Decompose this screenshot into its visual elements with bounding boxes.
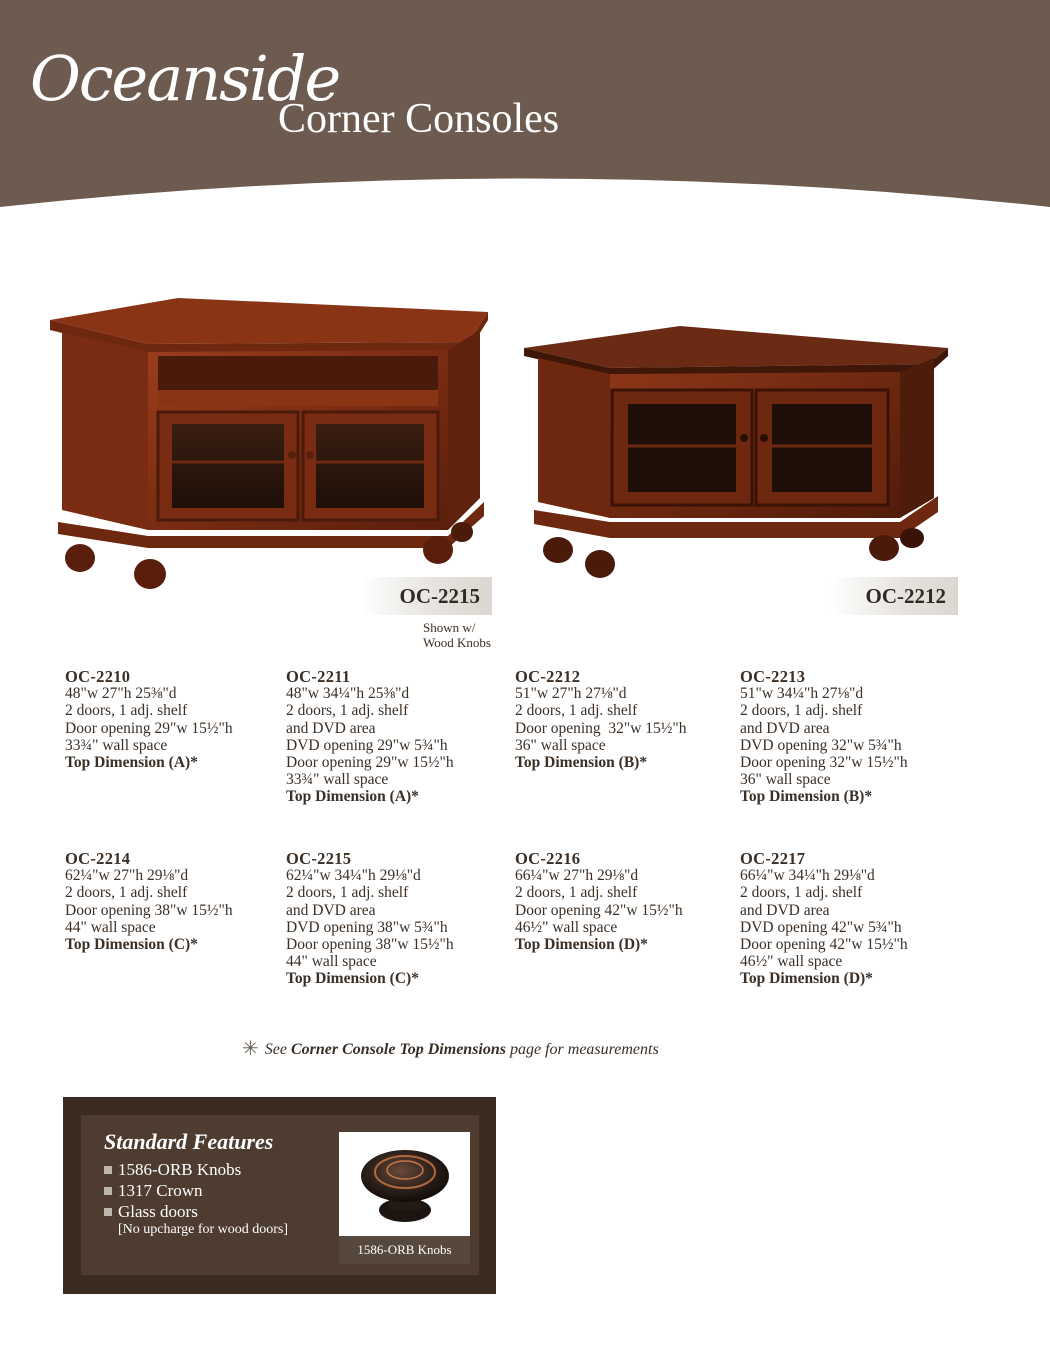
feature-item: 1586-ORB Knobs [104, 1159, 288, 1180]
spec-line: 36" wall space [515, 736, 606, 754]
spec-top-dimension: Top Dimension (B)* [740, 788, 873, 806]
spec-line: 2 doors, 1 adj. shelf [740, 702, 863, 720]
spec-code: OC-2212 [515, 667, 581, 686]
spec-code: OC-2215 [286, 849, 352, 868]
spec-line: Door opening 29"w 15½"h [286, 754, 454, 772]
spec-line: 33¾" wall space [65, 736, 168, 754]
spec-top-dimension: Top Dimension (B)* [515, 754, 648, 772]
spec-line: 2 doors, 1 adj. shelf [515, 884, 638, 902]
spec-line: 51"w 27"h 27⅛"d [515, 685, 627, 703]
page-title: Corner Consoles [278, 96, 560, 142]
header-band [0, 0, 1050, 215]
knob-photo [339, 1132, 470, 1264]
spec-code: OC-2213 [740, 667, 806, 686]
product-image-oc-2212 [520, 318, 952, 588]
spec-line: Door opening 29"w 15½"h [65, 719, 233, 737]
spec-code: OC-2211 [286, 667, 351, 686]
spec-line: DVD opening 38"w 5¾"h [286, 918, 448, 936]
knob-label: 1586-ORB Knobs [339, 1236, 470, 1264]
spec-line: DVD opening 32"w 5¾"h [740, 736, 902, 754]
spec-top-dimension: Top Dimension (A)* [286, 788, 419, 806]
spec-line: 46½" wall space [515, 918, 618, 936]
spec-line: Door opening 38"w 15½"h [286, 936, 454, 954]
spec-top-dimension: Top Dimension (A)* [65, 754, 198, 772]
spec-code: OC-2217 [740, 849, 806, 868]
footnote [242, 1036, 659, 1061]
spec-top-dimension: Top Dimension (D)* [740, 970, 873, 988]
feature-item: Glass doors [104, 1201, 288, 1222]
spec-line: 2 doors, 1 adj. shelf [286, 884, 409, 902]
spec-block-oc-2210 [65, 668, 285, 771]
features-title: Standard Features [104, 1129, 274, 1154]
brand-script-logo: Oceanside [30, 42, 340, 115]
spec-line: Door opening 42"w 15½"h [740, 936, 908, 954]
asterisk-icon: ✳ [242, 1038, 259, 1060]
spec-block-oc-2211 [286, 668, 506, 806]
spec-top-dimension: Top Dimension (D)* [515, 936, 648, 954]
model-tag-oc-2215: OC-2215 [360, 577, 492, 615]
spec-line: and DVD area [740, 901, 830, 919]
spec-line: 2 doors, 1 adj. shelf [65, 884, 188, 902]
spec-line: Door opening 38"w 15½"h [65, 901, 233, 919]
spec-line: and DVD area [286, 719, 376, 737]
spec-block-oc-2213 [740, 668, 960, 806]
spec-code: OC-2216 [515, 849, 581, 868]
spec-line: DVD opening 29"w 5¾"h [286, 736, 448, 754]
spec-line: 66¼"w 34¼"h 29⅛"d [740, 867, 875, 885]
spec-line: 44" wall space [65, 918, 156, 936]
spec-line: 2 doors, 1 adj. shelf [740, 884, 863, 902]
spec-line: 62¼"w 27"h 29⅛"d [65, 867, 189, 885]
spec-line: 48"w 27"h 25⅜"d [65, 685, 177, 703]
footnote-pre: See [264, 1041, 291, 1058]
spec-block-oc-2215 [286, 850, 506, 988]
spec-line: Door opening 32"w 15½"h [740, 754, 908, 772]
spec-top-dimension: Top Dimension (C)* [286, 970, 419, 988]
spec-line: 2 doors, 1 adj. shelf [65, 702, 188, 720]
image-caption [423, 620, 491, 650]
spec-line: 66¼"w 27"h 29⅛"d [515, 867, 639, 885]
footnote-post: page for measurements [505, 1041, 659, 1058]
spec-line: 51"w 34¼"h 27⅛"d [740, 685, 864, 703]
spec-line: 2 doors, 1 adj. shelf [515, 702, 638, 720]
spec-line: 2 doors, 1 adj. shelf [286, 702, 409, 720]
caption-line: Wood Knobs [423, 635, 491, 650]
spec-line: DVD opening 42"w 5¾"h [740, 918, 902, 936]
spec-line: 36" wall space [740, 771, 831, 789]
spec-block-oc-2216 [515, 850, 735, 953]
footnote-bold: Corner Console Top Dimensions [290, 1041, 506, 1058]
spec-line: 44" wall space [286, 953, 377, 971]
standard-features-box [63, 1097, 496, 1294]
spec-line: 46½" wall space [740, 953, 843, 971]
spec-block-oc-2212 [515, 668, 735, 771]
spec-block-oc-2214 [65, 850, 285, 953]
spec-line: 62¼"w 34¼"h 29⅛"d [286, 867, 421, 885]
spec-line: Door opening 42"w 15½"h [515, 901, 683, 919]
spec-line: 48"w 34¼"h 25⅜"d [286, 685, 410, 703]
spec-line: and DVD area [740, 719, 830, 737]
spec-line: 33¾" wall space [286, 771, 389, 789]
spec-line: and DVD area [286, 901, 376, 919]
knob-icon [339, 1132, 470, 1236]
spec-code: OC-2210 [65, 667, 131, 686]
caption-line: Shown w/ [423, 620, 476, 635]
feature-note: [No upcharge for wood doors] [118, 1222, 289, 1237]
features-list [104, 1159, 288, 1237]
model-tag-oc-2212: OC-2212 [830, 577, 958, 615]
spec-block-oc-2217 [740, 850, 960, 988]
standard-features-panel [81, 1115, 479, 1275]
spec-code: OC-2214 [65, 849, 131, 868]
feature-item: 1317 Crown [104, 1180, 288, 1201]
product-image-oc-2215 [48, 290, 493, 590]
spec-line: Door opening 32"w 15½"h [515, 719, 687, 737]
spec-top-dimension: Top Dimension (C)* [65, 936, 198, 954]
